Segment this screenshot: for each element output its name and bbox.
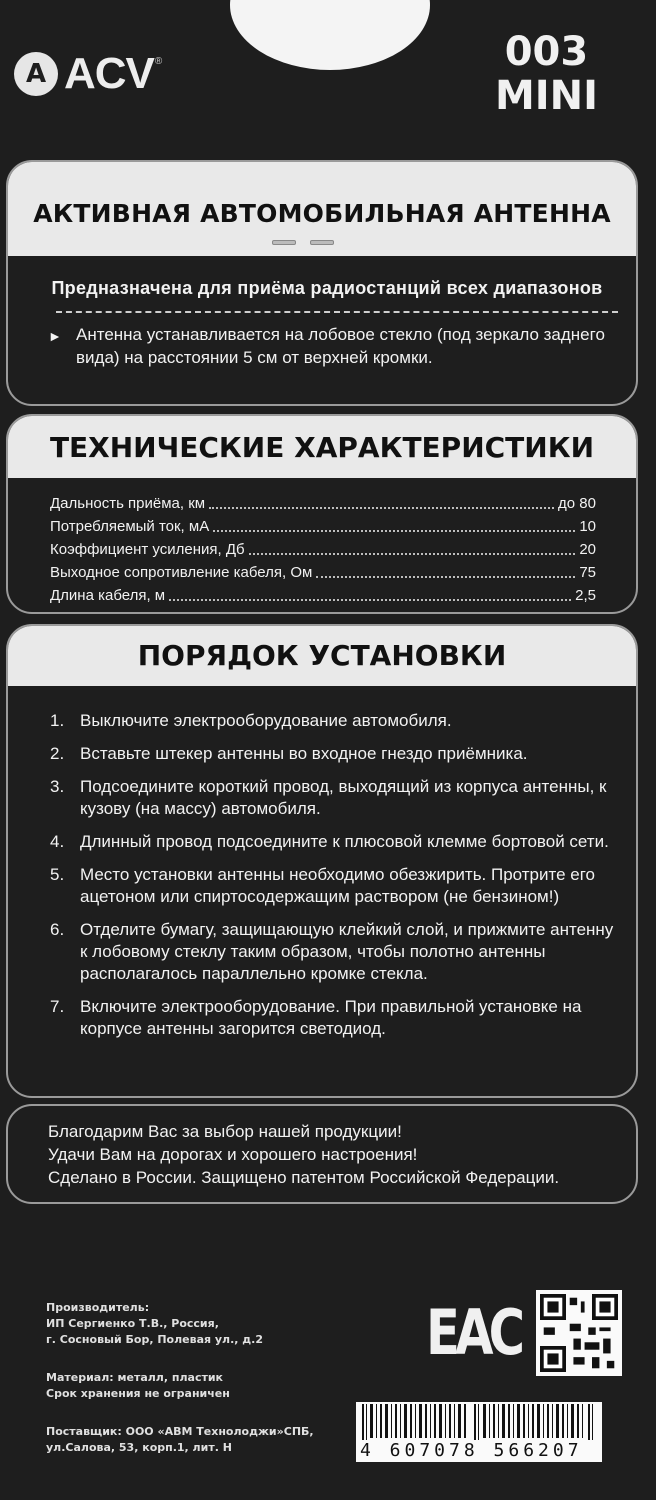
spec-label: Коэффициент усиления, Дб [50,541,245,558]
install-panel [6,624,638,1098]
step-text: Длинный провод подсоедините к плюсовой клемме бортовой сети. [80,832,609,851]
spec-row [50,492,596,515]
thanks-line: Благодарим Вас за выбор нашей продукции! [48,1122,402,1141]
step-number: 3. [50,777,65,796]
product-purpose: Предназначена для приёма радиостанций всех диапазонов [51,278,603,298]
thanks-line: Удачи Вам на дорогах и хорошего настроения! [48,1145,418,1164]
install-step [50,919,616,985]
step-number: 5. [50,865,65,884]
step-text: Место установки антенны необходимо обезжирить. Протрите его ацетоном или спиртосодержащим раствором (не бензином!) [80,865,596,906]
model-number: 003 [504,29,589,75]
spec-value: 2,5 [575,587,596,604]
product-title: АКТИВНАЯ АВТОМОБИЛЬНАЯ АНТЕННА [8,162,636,256]
shelf-life: Срок хранения не ограничен [46,1387,230,1400]
manufacturer-name: ИП Сергиенко Т.В., Россия, [46,1317,219,1330]
spec-label: Дальность приёма, км [50,495,206,512]
step-text: Вставьте штекер антенны во входное гнездо приёмника. [80,744,528,763]
spec-row [50,584,596,607]
step-number: 6. [50,920,65,939]
install-step [50,710,616,732]
manufacturer-label: Производитель: [46,1301,150,1314]
step-number: 4. [50,832,65,851]
specs-panel [6,414,638,614]
spec-label: Выходное сопротивление кабеля, Ом [50,564,313,581]
spec-value: до 80 [558,495,596,512]
install-title: ПОРЯДОК УСТАНОВКИ [8,626,636,686]
brand-name: ACV [64,49,154,98]
spec-row [50,538,596,561]
install-note-text: Антенна устанавливается на лобовое стекло (под зеркало заднего вида) на расстоянии 5 см от верхней кромки. [76,325,605,367]
material: Материал: металл, пластик [46,1371,224,1384]
step-text: Включите электрооборудование. При правильной установке на корпусе антенны загорится светодиод. [80,997,582,1038]
brand-mark-icon: A [14,52,58,96]
spec-value: 75 [579,564,596,581]
spec-row [50,561,596,584]
hang-hole [230,0,430,70]
model-label [495,30,598,118]
supplier-address: ул.Салова, 53, корп.1, лит. Н [46,1441,232,1454]
step-number: 7. [50,997,65,1016]
supplier: Поставщик: ООО «АВМ Технолоджи»СПБ, [46,1425,314,1438]
step-number: 1. [50,711,65,730]
install-step [50,776,616,820]
divider [56,311,618,313]
barcode-number: 4 607078 566207 [360,1440,600,1461]
spec-value: 10 [579,518,596,535]
arrow-right-icon: ► [48,328,62,344]
brand-logo [14,49,163,98]
manufacturer-info [46,1300,263,1348]
step-text: Подсоедините короткий провод, выходящий из корпуса антенны, к кузову (на массу) автомобиля. [80,777,607,818]
qr-code-icon [536,1290,622,1376]
install-step [50,743,616,765]
install-step [50,864,616,908]
install-step [50,996,616,1040]
origin-line: Сделано в России. Защищено патентом Российской Федерации. [48,1168,560,1187]
step-text: Отделите бумагу, защищающую клейкий слой, и прижмите антенну к лобовому стеклу таким образом, чтобы полотно антенны располагалось параллельно кромке стекла. [80,920,614,983]
supplier-info [46,1424,314,1456]
spec-label: Потребляемый ток, мА [50,518,210,535]
install-step [50,831,616,853]
manufacturer-address: г. Сосновый Бор, Полевая ул., д.2 [46,1333,264,1346]
step-text: Выключите электрооборудование автомобиля. [80,711,452,730]
thanks-panel [6,1104,638,1204]
spec-row [50,515,596,538]
step-number: 2. [50,744,65,763]
spec-label: Длина кабеля, м [50,587,166,604]
material-info [46,1370,230,1402]
model-variant: MINI [494,73,598,119]
install-note [48,323,606,369]
eac-certification-mark: ЕАС [426,1296,521,1369]
registered-mark: ® [154,56,163,67]
product-panel [6,160,638,406]
specs-title: ТЕХНИЧЕСКИЕ ХАРАКТЕРИСТИКИ [8,416,636,478]
spec-value: 20 [579,541,596,558]
clip-pins [272,232,348,250]
